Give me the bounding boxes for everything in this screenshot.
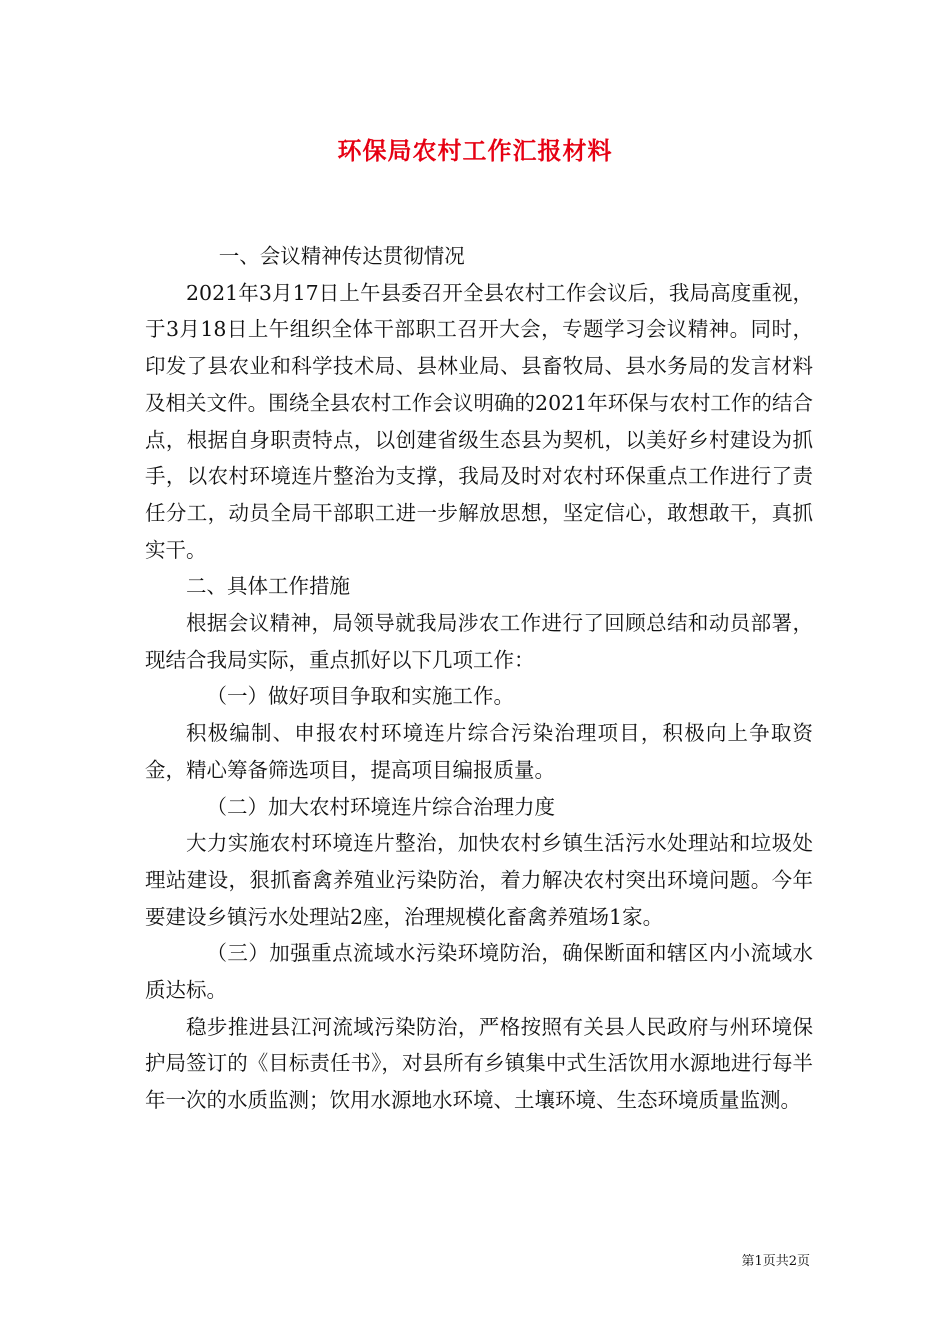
document-title: 环保局农村工作汇报材料: [337, 136, 613, 165]
section-heading-2: 二、具体工作措施: [186, 574, 350, 599]
paragraph: 稳步推进县江河流域污染防治，严格按照有关县人民政府与州环境保护局签订的《目标责任书》，对县所有乡镇集中式生活饮用水源地进行每半年一次的水质监测；饮用水源地水环境、土壤环境、生态环境质量监测。: [145, 1014, 813, 1113]
paragraph: 大力实施农村环境连片整治，加快农村乡镇生活污水处理站和垃圾处理站建设，狠抓畜禽养殖业污染防治，着力解决农村突出环境问题。今年要建设乡镇污水处理站2座，治理规模化畜禽养殖场1家。: [145, 831, 813, 929]
paragraph: 2021年3月17日上午县委召开全县农村工作会议后，我局高度重视，于3月18日上午组织全体干部职工召开大会，专题学习会议精神。同时，印发了县农业和科学技术局、县林业局、县畜牧局、县水务局的发言材料及相关文件。围绕全县农村工作会议明确的2021年环保与农村工作的结合点，根据自身职责特点，以创建省级生态县为契机，以美好乡村建设为抓手，以农村环境连片整治为支撑，我局及时对农村环保重点工作进行了责任分工，动员全局干部职工进一步解放思想，坚定信心，敢想敢干，真抓实干。: [145, 280, 813, 562]
subsection-heading-1: （一）做好项目争取和实施工作。: [206, 684, 514, 709]
section-heading-1: 一、会议精神传达贯彻情况: [218, 244, 465, 268]
paragraph: 积极编制、申报农村环境连片综合污染治理项目，积极向上争取资金，精心筹备筛选项目，提高项目编报质量。: [145, 721, 813, 782]
page-number: 第1页共2页: [741, 1254, 810, 1269]
subsection-heading-2: （二）加大农村环境连片综合治理力度: [206, 794, 555, 819]
document-body: [145, 238, 813, 1119]
paragraph: 根据会议精神，局领导就我局涉农工作进行了回顾总结和动员部署，现结合我局实际，重点抓好以下几项工作：: [145, 611, 813, 672]
subsection-heading-3: （三）加强重点流域水污染环境防治，确保断面和辖区内小流域水质达标。: [145, 941, 813, 1003]
